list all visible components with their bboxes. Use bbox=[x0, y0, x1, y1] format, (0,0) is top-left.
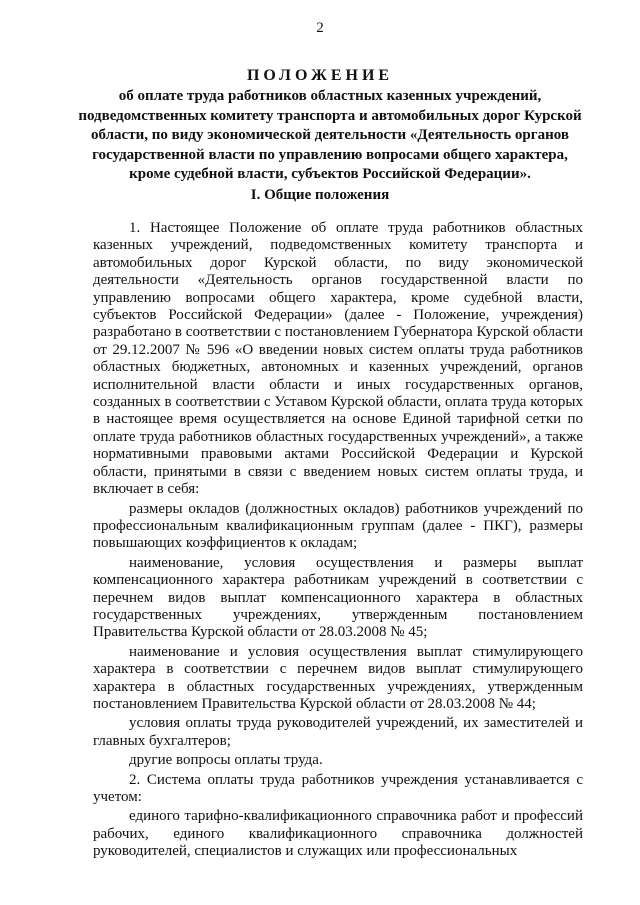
section-heading: I. Общие положения bbox=[250, 187, 390, 203]
paragraph: условия оплаты труда руководителей учреждений, их заместителей и главных бухгалтеров; bbox=[93, 715, 583, 749]
paragraph: 1. Настоящее Положение об оплате труда работников областных казенных учреждений, подведомственных комитету транспорта и автомобильных дорог Курской области, по виду экономической деятельности «Деятельность органов государственной власти по управлению вопросами общего характера, кроме судебной власти, субъектов Российской Федерации» (далее - Положение, учреждения) разработано в соответствии с постановлением Губернатора Курской области от 29.12.2007 № 596 «О введении новых систем оплаты труда работников областных бюджетных, автономных и казенных учреждений, органов исполнительной власти области и иных государственных органов, созданных в соответствии с Уставом Курской области, оплата труда которых в настоящее время осуществляется на основе Единой тарифной сетки по оплате труда работников областных государственных учреждений», а также нормативными правовыми актами Российской Федерации и Курской области, принятыми в связи с введением новых систем оплаты труда, и включает в себя: bbox=[93, 220, 583, 498]
document-title: ПОЛОЖЕНИЕ bbox=[246, 67, 394, 84]
paragraph: размеры окладов (должностных окладов) работников учреждений по профессиональным квалификационным группам (далее - ПКГ), размеры повышающих коэффициентов к окладам; bbox=[93, 500, 583, 552]
paragraph: наименование, условия осуществления и размеры выплат компенсационного характера работникам учреждений в соответствии с перечнем видов выплат компенсационного характера в областных государственных учреждениях, утвержденным постановлением Правительства Курской области от 28.03.2008 № 45; bbox=[93, 554, 583, 641]
page-number: 2 bbox=[316, 20, 324, 36]
document-body bbox=[93, 220, 583, 861]
paragraph: единого тарифно-квалификационного справочника работ и профессий рабочих, единого квалификационного справочника должностей руководителей, специалистов и служащих или профессиональных bbox=[93, 808, 583, 860]
paragraph: другие вопросы оплаты труда. bbox=[129, 752, 323, 769]
paragraph: 2. Система оплаты труда работников учреждения устанавливается с учетом: bbox=[93, 771, 583, 805]
document-subtitle: об оплате труда работников областных казенных учреждений, подведомственных комитету транспорта и автомобильных дорог Курской области, по виду экономической деятельности «Деятельность органов государственной власти по управлению вопросами общего характера, кроме судебной власти, субъектов Российской Федерации». bbox=[78, 88, 582, 182]
paragraph: наименование и условия осуществления выплат стимулирующего характера в соответствии с перечнем видов выплат стимулирующего характера в областных государственных учреждениях, утвержденным постановлением Правительства Курской области от 28.03.2008 № 44; bbox=[93, 643, 583, 712]
